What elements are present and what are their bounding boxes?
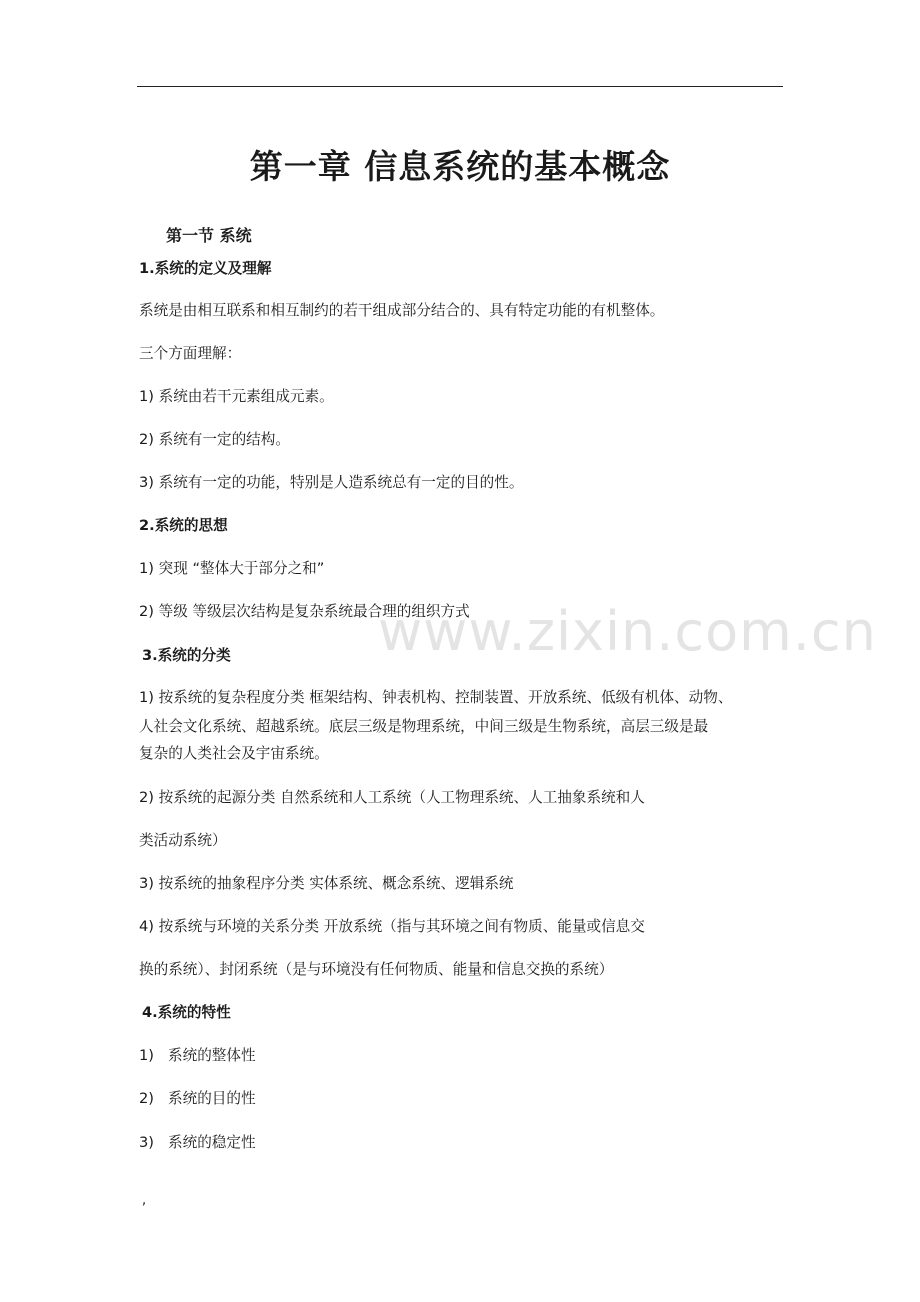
heading-definition: 1.系统的定义及理解 [139, 260, 272, 277]
list-text: 系统的目的性 [168, 1090, 256, 1107]
heading-classification: 3.系统的分类 [142, 647, 231, 664]
list-text: 系统的稳定性 [168, 1134, 256, 1151]
list-item: 2) 等级 等级层次结构是复杂系统最合理的组织方式 [139, 603, 470, 620]
section-title: 第一节 系统 [166, 226, 252, 245]
list-number: 2) [139, 1090, 154, 1107]
watermark: www.zixin.com.cn [378, 600, 877, 663]
list-item-continuation: 复杂的人类社会及宇宙系统。 [139, 745, 329, 762]
list-item [139, 1088, 256, 1110]
list-item: 1) 突现 “整体大于部分之和” [139, 560, 325, 577]
heading-thought: 2.系统的思想 [139, 517, 228, 534]
paragraph-three-aspects: 三个方面理解： [139, 345, 242, 362]
list-number: 1) [139, 1047, 154, 1064]
list-item-continuation: 类活动系统） [139, 832, 227, 849]
list-item: 1) 系统由若干元素组成元素。 [139, 388, 334, 405]
list-item-continuation: 换的系统）、封闭系统（是与环境没有任何物质、能量和信息交换的系统） [139, 961, 614, 978]
list-item-continuation: 人社会文化系统、超越系统。底层三级是物理系统，中间三级是生物系统，高层三级是最 [139, 718, 709, 735]
list-item: 2) 系统有一定的结构。 [139, 431, 290, 448]
chapter-title: 第一章 信息系统的基本概念 [249, 147, 671, 186]
list-item [139, 1132, 256, 1154]
list-text: 系统的整体性 [168, 1047, 256, 1064]
list-item: 4) 按系统与环境的关系分类 开放系统（指与其环境之间有物质、能量或信息交 [139, 918, 645, 935]
list-item: 3) 按系统的抽象程序分类 实体系统、概念系统、逻辑系统 [139, 875, 514, 892]
list-item: 3) 系统有一定的功能，特别是人造系统总有一定的目的性。 [139, 474, 524, 491]
list-number: 3) [139, 1134, 154, 1151]
heading-characteristics: 4.系统的特性 [142, 1004, 231, 1021]
paragraph-definition: 系统是由相互联系和相互制约的若干组成部分结合的、具有特定功能的有机整体。 [139, 302, 665, 319]
list-item: 1) 按系统的复杂程度分类 框架结构、钟表机构、控制装置、开放系统、低级有机体、动物、 [139, 689, 733, 706]
footer-mark: , [142, 1193, 147, 1208]
list-item: 2) 按系统的起源分类 自然系统和人工系统（人工物理系统、人工抽象系统和人 [139, 789, 645, 806]
list-item [139, 1045, 256, 1067]
header-rule [137, 86, 783, 87]
